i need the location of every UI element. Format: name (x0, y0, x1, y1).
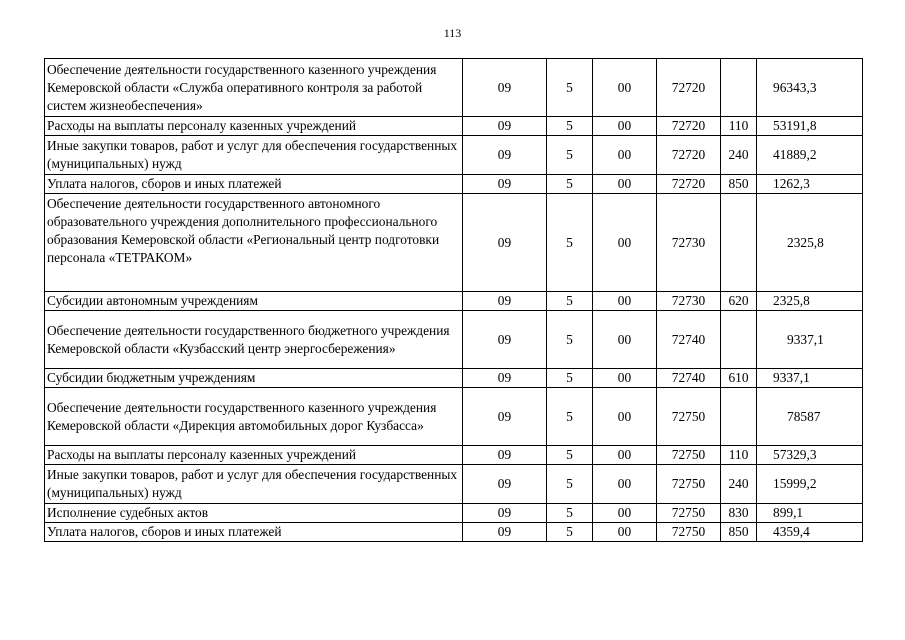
row-name: Расходы на выплаты персоналу казенных учреждений (45, 446, 463, 465)
table-row (45, 136, 863, 175)
row-amount: 9337,1 (757, 311, 863, 369)
row-subsection: 5 (547, 388, 593, 446)
row-name: Уплата налогов, сборов и иных платежей (45, 175, 463, 194)
row-amount: 78587 (757, 388, 863, 446)
row-amount: 53191,8 (757, 117, 863, 136)
row-program: 00 (593, 446, 657, 465)
row-subsection: 5 (547, 117, 593, 136)
row-expense-type: 620 (721, 292, 757, 311)
row-code: 72740 (657, 369, 721, 388)
row-amount: 15999,2 (757, 465, 863, 504)
row-program: 00 (593, 311, 657, 369)
row-amount: 899,1 (757, 504, 863, 523)
row-subsection: 5 (547, 136, 593, 175)
table-row (45, 504, 863, 523)
row-name: Обеспечение деятельности государственного казенного учреждения Кемеровской области «Служба оперативного контроля за работой систем жизнеобеспечения» (45, 59, 463, 117)
row-name-cell (45, 194, 463, 292)
row-program: 00 (593, 117, 657, 136)
row-name: Расходы на выплаты персоналу казенных учреждений (45, 117, 463, 136)
row-amount: 41889,2 (757, 136, 863, 175)
row-subsection: 5 (547, 311, 593, 369)
row-code: 72730 (657, 194, 721, 292)
row-section: 09 (463, 117, 547, 136)
row-program: 00 (593, 136, 657, 175)
row-amount: 96343,3 (757, 59, 863, 117)
row-section: 09 (463, 311, 547, 369)
row-subsection: 5 (547, 504, 593, 523)
budget-table (44, 58, 863, 542)
row-expense-type: 240 (721, 136, 757, 175)
table-row (45, 465, 863, 504)
row-subsection: 5 (547, 523, 593, 542)
row-subsection: 5 (547, 465, 593, 504)
row-program: 00 (593, 175, 657, 194)
row-amount: 4359,4 (757, 523, 863, 542)
row-name: Исполнение судебных актов (45, 504, 463, 523)
row-program: 00 (593, 465, 657, 504)
row-expense-type (721, 59, 757, 117)
row-expense-type: 110 (721, 117, 757, 136)
row-name: Обеспечение деятельности государственного автономного образовательного учреждения дополнительного профессионального образования Кемеровской области «Региональный центр подготовки персонала «ТЕТРАКОМ» (47, 196, 440, 265)
row-expense-type: 830 (721, 504, 757, 523)
row-subsection: 5 (547, 59, 593, 117)
table-row (45, 446, 863, 465)
row-expense-type: 240 (721, 465, 757, 504)
row-subsection: 5 (547, 292, 593, 311)
row-section: 09 (463, 446, 547, 465)
table-row (45, 369, 863, 388)
row-section: 09 (463, 369, 547, 388)
row-program: 00 (593, 59, 657, 117)
row-subsection: 5 (547, 446, 593, 465)
row-section: 09 (463, 504, 547, 523)
row-program: 00 (593, 194, 657, 292)
row-amount: 2325,8 (757, 194, 863, 292)
row-program: 00 (593, 369, 657, 388)
page-number: 113 (443, 26, 462, 40)
row-expense-type (721, 388, 757, 446)
row-section: 09 (463, 175, 547, 194)
row-code: 72730 (657, 292, 721, 311)
row-program: 00 (593, 523, 657, 542)
row-program: 00 (593, 292, 657, 311)
row-section: 09 (463, 136, 547, 175)
row-section: 09 (463, 523, 547, 542)
row-code: 72750 (657, 523, 721, 542)
row-program: 00 (593, 388, 657, 446)
row-code: 72750 (657, 504, 721, 523)
table-row (45, 388, 863, 446)
row-name: Обеспечение деятельности государственного бюджетного учреждения Кемеровской области «Кузбасский центр энергосбережения» (45, 311, 463, 369)
row-amount: 57329,3 (757, 446, 863, 465)
row-expense-type: 610 (721, 369, 757, 388)
row-amount: 2325,8 (757, 292, 863, 311)
row-name: Иные закупки товаров, работ и услуг для обеспечения государственных (муниципальных) нужд (45, 136, 463, 175)
row-section: 09 (463, 292, 547, 311)
row-expense-type (721, 311, 757, 369)
row-section: 09 (463, 194, 547, 292)
row-code: 72720 (657, 136, 721, 175)
row-code: 72750 (657, 388, 721, 446)
table-row (45, 311, 863, 369)
row-section: 09 (463, 59, 547, 117)
row-section: 09 (463, 465, 547, 504)
table-row (45, 523, 863, 542)
row-name: Иные закупки товаров, работ и услуг для обеспечения государственных (муниципальных) нужд (45, 465, 463, 504)
row-amount: 9337,1 (757, 369, 863, 388)
row-name: Субсидии бюджетным учреждениям (45, 369, 463, 388)
row-subsection: 5 (547, 369, 593, 388)
row-subsection: 5 (547, 175, 593, 194)
table-row (45, 175, 863, 194)
row-name: Уплата налогов, сборов и иных платежей (45, 523, 463, 542)
row-code: 72750 (657, 465, 721, 504)
row-expense-type (721, 194, 757, 292)
row-expense-type: 850 (721, 175, 757, 194)
row-code: 72740 (657, 311, 721, 369)
row-code: 72750 (657, 446, 721, 465)
table-row (45, 194, 863, 292)
row-program: 00 (593, 504, 657, 523)
row-subsection: 5 (547, 194, 593, 292)
table-row (45, 292, 863, 311)
row-expense-type: 110 (721, 446, 757, 465)
row-code: 72720 (657, 117, 721, 136)
row-name: Субсидии автономным учреждениям (45, 292, 463, 311)
row-expense-type: 850 (721, 523, 757, 542)
row-code: 72720 (657, 175, 721, 194)
row-section: 09 (463, 388, 547, 446)
table-row (45, 59, 863, 117)
row-name: Обеспечение деятельности государственного казенного учреждения Кемеровской области «Дирекция автомобильных дорог Кузбасса» (45, 388, 463, 446)
row-code: 72720 (657, 59, 721, 117)
table-row (45, 117, 863, 136)
row-amount: 1262,3 (757, 175, 863, 194)
